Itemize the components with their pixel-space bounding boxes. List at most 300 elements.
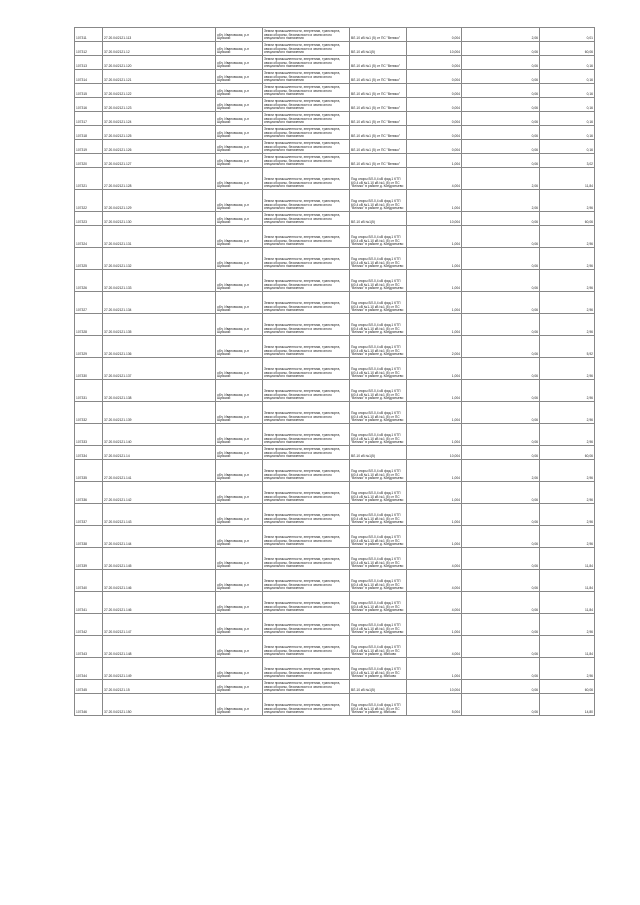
row-id-cell: 107337 (75, 504, 103, 526)
description-cell: ВЛ-10 кВ №1 (5) от ПС "Велико" (350, 126, 407, 140)
land-category-cell: Земли промышленности, энергетики, транспорта, связи обороны, безопасности и земли иного специального назначения (263, 570, 350, 592)
cadastral-number-cell: 37.20.04/2121.130 (103, 212, 216, 226)
sum-cell: 2,96 (540, 424, 595, 446)
quantity-cell: 10,004 (407, 446, 462, 460)
description-cell: ВЛ-10 кВ №1(5) (350, 42, 407, 56)
row-id-cell: 107313 (75, 56, 103, 70)
sum-cell: 2,96 (540, 292, 595, 314)
description-cell: Под опоры ВЛ-0,4 кВ фид.1 КТП 6/0,4 кВ №1-10 кВ №1 (5) от ПС "Велико" в районе д. Мягково (350, 694, 407, 716)
row-id-cell: 107344 (75, 658, 103, 680)
description-cell: Под опоры ВЛ-0,4 кВ фид.1 КТП 6/0,4 кВ №1-10 кВ №1 (5) от ПС "Велико" в районе д. Кондратьево (350, 270, 407, 292)
description-cell: ВЛ-10 кВ №1 (5) от ПС "Велико" (350, 84, 407, 98)
quantity-cell: 1,004 (407, 614, 462, 636)
sum-cell: 60,06 (540, 680, 595, 694)
sum-cell: 2,96 (540, 504, 595, 526)
price-cell: 0,06 (462, 314, 540, 336)
price-cell: 0,06 (462, 292, 540, 314)
price-cell: 0,06 (462, 526, 540, 548)
cadastral-number-cell: 37.20.04/2121.146 (103, 570, 216, 592)
table-row (75, 680, 595, 694)
table-row (75, 42, 595, 56)
quantity-cell: 1,004 (407, 402, 462, 424)
quantity-cell: 2,004 (407, 336, 462, 358)
land-category-cell: Земли промышленности, энергетики, транспорта, связи обороны, безопасности и земли иного специального назначения (263, 482, 350, 504)
location-cell: обл. Ивановская, р-н Шуйский (216, 402, 263, 424)
table-row (75, 504, 595, 526)
location-cell: обл. Ивановская, р-н Шуйский (216, 248, 263, 270)
sum-cell: 2,96 (540, 358, 595, 380)
cadastral-number-cell: 37.20.04/2121.121 (103, 70, 216, 84)
land-category-cell: Земли промышленности, энергетики, транспорта, связи обороны, безопасности и земли иного специального назначения (263, 168, 350, 190)
table-row (75, 460, 595, 482)
table-row (75, 526, 595, 548)
quantity-cell: 1,004 (407, 658, 462, 680)
land-category-cell: Земли промышленности, энергетики, транспорта, связи обороны, безопасности и земли иного специального назначения (263, 424, 350, 446)
location-cell: обл. Ивановская, р-н Шуйский (216, 56, 263, 70)
location-cell: обл. Ивановская, р-н Шуйский (216, 680, 263, 694)
cadastral-number-cell: 27.20.04/2121.141 (103, 460, 216, 482)
cadastral-number-cell: 37.20.04/2121.15 (103, 680, 216, 694)
sum-cell: 2,96 (540, 314, 595, 336)
cadastral-number-cell: 37.20.04/2121.137 (103, 358, 216, 380)
description-cell: Под опоры ВЛ-0,4 кВ фид.1 КТП 6/0,4 кВ №1-10 кВ №1 (5) от ПС "Велико" в районе д. Кондратьево (350, 548, 407, 570)
table-row (75, 226, 595, 248)
table-row (75, 446, 595, 460)
row-id-cell: 107332 (75, 402, 103, 424)
cadastral-number-cell: 37.20.04/2121.148 (103, 636, 216, 658)
sum-cell: 2,96 (540, 226, 595, 248)
land-category-cell: Земли промышленности, энергетики, транспорта, связи обороны, безопасности и земли иного специального назначения (263, 314, 350, 336)
row-id-cell: 107326 (75, 270, 103, 292)
location-cell: обл. Ивановская, р-н Шуйский (216, 614, 263, 636)
price-cell: 2,06 (462, 168, 540, 190)
sum-cell: 11,84 (540, 636, 595, 658)
land-category-cell: Земли промышленности, энергетики, транспорта, связи обороны, безопасности и земли иного специального назначения (263, 446, 350, 460)
quantity-cell: 1,004 (407, 190, 462, 212)
table-row (75, 314, 595, 336)
row-id-cell: 107338 (75, 526, 103, 548)
sum-cell: 2,96 (540, 460, 595, 482)
row-id-cell: 107318 (75, 126, 103, 140)
land-category-cell: Земли промышленности, энергетики, транспорта, связи обороны, безопасности и земли иного специального назначения (263, 112, 350, 126)
row-id-cell: 107342 (75, 614, 103, 636)
row-id-cell: 107322 (75, 190, 103, 212)
location-cell: обл. Ивановская, р-н Шуйский (216, 636, 263, 658)
land-category-cell: Земли промышленности, энергетики, транспорта, связи обороны, безопасности и земли иного специального назначения (263, 226, 350, 248)
description-cell: ВЛ-10 кВ №1(5) (350, 212, 407, 226)
description-cell: Под опоры ВЛ-0,4 кВ фид.1 КТП 6/0,4 кВ №1-10 кВ №1 (5) от ПС "Велико" в районе д. Кондратьево (350, 460, 407, 482)
cadastral-number-cell: 37.20.04/2121.120 (103, 56, 216, 70)
description-cell: ВЛ-10 кВ №1 (5) от ПС "Велико" (350, 56, 407, 70)
land-category-cell: Земли промышленности, энергетики, транспорта, связи обороны, безопасности и земли иного специального назначения (263, 636, 350, 658)
land-category-cell: Земли промышленности, энергетики, транспорта, связи обороны, безопасности и земли иного специального назначения (263, 526, 350, 548)
description-cell: ВЛ-10 кВ №1 (5) от ПС "Велико" (350, 98, 407, 112)
land-category-cell: Земли промышленности, энергетики, транспорта, связи обороны, безопасности и земли иного специального назначения (263, 358, 350, 380)
cadastral-number-cell: 37.20.04/2121.131 (103, 226, 216, 248)
sum-cell: 0,16 (540, 112, 595, 126)
sum-cell: 2,96 (540, 190, 595, 212)
row-id-cell: 107321 (75, 168, 103, 190)
row-id-cell: 107316 (75, 98, 103, 112)
land-category-cell: Земли промышленности, энергетики, транспорта, связи обороны, безопасности и земли иного специального назначения (263, 212, 350, 226)
land-category-cell: Земли промышленности, энергетики, транспорта, связи обороны, безопасности и земли иного специального назначения (263, 460, 350, 482)
description-cell: Под опоры ВЛ-0,4 кВ фид.1 КТП 6/0,4 кВ №1-10 кВ №1 (5) от ПС "Велико" в районе д. Кондратьево (350, 380, 407, 402)
row-id-cell: 107343 (75, 636, 103, 658)
location-cell: обл. Ивановская, р-н Шуйский (216, 504, 263, 526)
price-cell: 0,06 (462, 614, 540, 636)
sum-cell: 2,96 (540, 658, 595, 680)
price-cell: 0,06 (462, 446, 540, 460)
cadastral-number-cell: 37.20.04/2121.147 (103, 614, 216, 636)
price-cell: 0,06 (462, 56, 540, 70)
row-id-cell: 107329 (75, 336, 103, 358)
row-id-cell: 107341 (75, 592, 103, 614)
quantity-cell: 1,004 (407, 226, 462, 248)
row-id-cell: 107320 (75, 154, 103, 168)
location-cell: обл. Ивановская, р-н Шуйский (216, 358, 263, 380)
row-id-cell: 107340 (75, 570, 103, 592)
cadastral-number-cell: 37.20.04/2121.144 (103, 526, 216, 548)
cadastral-number-cell: 37.20.04/2121.123 (103, 98, 216, 112)
quantity-cell: 1,004 (407, 460, 462, 482)
quantity-cell: 0,004 (407, 112, 462, 126)
location-cell: обл. Ивановская, р-н Шуйский (216, 336, 263, 358)
price-cell: 0,06 (462, 140, 540, 154)
land-category-cell: Земли промышленности, энергетики, транспорта, связи обороны, безопасности и земли иного специального назначения (263, 592, 350, 614)
land-plots-table (74, 27, 595, 716)
description-cell: Под опоры ВЛ-0,4 кВ фид.1 КТП 6/0,4 кВ №1-10 кВ №1 (5) от ПС "Велико" в районе д. Кондратьево (350, 402, 407, 424)
quantity-cell: 10,004 (407, 680, 462, 694)
quantity-cell: 1,004 (407, 292, 462, 314)
table-row (75, 154, 595, 168)
location-cell: обл. Ивановская, р-н Шуйский (216, 226, 263, 248)
sum-cell: 0,16 (540, 84, 595, 98)
cadastral-number-cell: 27.20.04/2121.128 (103, 168, 216, 190)
sum-cell: 0,16 (540, 98, 595, 112)
location-cell: обл. Ивановская, р-н Шуйский (216, 658, 263, 680)
price-cell: 0,06 (462, 570, 540, 592)
quantity-cell: 0,004 (407, 70, 462, 84)
quantity-cell: 1,004 (407, 424, 462, 446)
description-cell: ВЛ-10 кВ №1 (5) от ПС "Велико" (350, 112, 407, 126)
table-row (75, 126, 595, 140)
sum-cell: 11,84 (540, 592, 595, 614)
description-cell: Под опоры ВЛ-0,4 кВ фид.1 КТП 6/0,4 кВ №1-10 кВ №1 (5) от ПС "Велико" в районе д. Кондратьево (350, 248, 407, 270)
row-id-cell: 107325 (75, 248, 103, 270)
table-row (75, 694, 595, 716)
sum-cell: 2,96 (540, 270, 595, 292)
row-id-cell: 107315 (75, 84, 103, 98)
location-cell: обл. Ивановская, р-н Шуйский (216, 460, 263, 482)
price-cell: 0,06 (462, 548, 540, 570)
sum-cell: 60,06 (540, 446, 595, 460)
quantity-cell: 1,004 (407, 314, 462, 336)
sum-cell: 0,16 (540, 140, 595, 154)
cadastral-number-cell: 37.20.04/2121.122 (103, 84, 216, 98)
location-cell: обл. Ивановская, р-н Шуйский (216, 84, 263, 98)
land-category-cell: Земли промышленности, энергетики, транспорта, связи обороны, безопасности и земли иного специального назначения (263, 658, 350, 680)
price-cell: 0,06 (462, 592, 540, 614)
quantity-cell: 10,004 (407, 212, 462, 226)
price-cell: 2,06 (462, 28, 540, 42)
location-cell: обл. Ивановская, р-н Шуйский (216, 270, 263, 292)
description-cell: Под опоры ВЛ-0,4 кВ фид.1 КТП 6/0,4 кВ №1-10 кВ №1 (5) от ПС "Велико" в районе д. Кондратьево (350, 592, 407, 614)
table-row (75, 112, 595, 126)
land-category-cell: Земли промышленности, энергетики, транспорта, связи обороны, безопасности и земли иного специального назначения (263, 42, 350, 56)
row-id-cell: 107346 (75, 694, 103, 716)
description-cell: ВЛ-10 кВ №1 (5) от ПС "Велико" (350, 28, 407, 42)
description-cell: Под опоры ВЛ-0,4 кВ фид.1 КТП 6/0,4 кВ №1-10 кВ №1 (5) от ПС "Велико" в районе д. Кондратьево (350, 314, 407, 336)
price-cell: 0,06 (462, 380, 540, 402)
quantity-cell: 10,004 (407, 42, 462, 56)
land-category-cell: Земли промышленности, энергетики, транспорта, связи обороны, безопасности и земли иного специального назначения (263, 56, 350, 70)
location-cell: обл. Ивановская, р-н Шуйский (216, 70, 263, 84)
price-cell: 0,06 (462, 42, 540, 56)
description-cell: ВЛ-10 кВ №1 (5) от ПС "Велико" (350, 70, 407, 84)
land-category-cell: Земли промышленности, энергетики, транспорта, связи обороны, безопасности и земли иного специального назначения (263, 248, 350, 270)
description-cell: Под опоры ВЛ-0,4 кВ фид.1 КТП 6/0,4 кВ №1-10 кВ №1 (5) от ПС "Велико" в районе д. Кондратьево (350, 336, 407, 358)
land-category-cell: Земли промышленности, энергетики, транспорта, связи обороны, безопасности и земли иного специального назначения (263, 98, 350, 112)
location-cell: обл. Ивановская, р-н Шуйский (216, 570, 263, 592)
row-id-cell: 107334 (75, 446, 103, 460)
table-row (75, 270, 595, 292)
cadastral-number-cell: 37.20.04/2121.129 (103, 190, 216, 212)
cadastral-number-cell: 27.20.04/2121.142 (103, 482, 216, 504)
quantity-cell: 0,004 (407, 28, 462, 42)
land-category-cell: Земли промышленности, энергетики, транспорта, связи обороны, безопасности и земли иного специального назначения (263, 126, 350, 140)
quantity-cell: 0,004 (407, 98, 462, 112)
table-row (75, 482, 595, 504)
row-id-cell: 107319 (75, 140, 103, 154)
cadastral-number-cell: 37.20.04/2121.124 (103, 112, 216, 126)
table-row (75, 168, 595, 190)
quantity-cell: 1,004 (407, 380, 462, 402)
table-row (75, 636, 595, 658)
table-row (75, 358, 595, 380)
price-cell: 0,06 (462, 112, 540, 126)
sum-cell: 0,16 (540, 70, 595, 84)
row-id-cell: 107323 (75, 212, 103, 226)
quantity-cell: 4,004 (407, 548, 462, 570)
sum-cell: 11,84 (540, 570, 595, 592)
row-id-cell: 107331 (75, 380, 103, 402)
table-body (75, 28, 595, 716)
description-cell: ВЛ-10 кВ №1(5) (350, 680, 407, 694)
cadastral-number-cell: 37.20.04/2121.132 (103, 248, 216, 270)
table-row (75, 402, 595, 424)
land-category-cell: Земли промышленности, энергетики, транспорта, связи обороны, безопасности и земли иного специального назначения (263, 270, 350, 292)
description-cell: Под опоры ВЛ-0,4 кВ фид.1 КТП 6/0,4 кВ №1-10 кВ №1 (5) от ПС "Велико" в районе д. Кондратьево (350, 292, 407, 314)
land-category-cell: Земли промышленности, энергетики, транспорта, связи обороны, безопасности и земли иного специального назначения (263, 694, 350, 716)
price-cell: 0,06 (462, 424, 540, 446)
price-cell: 0,06 (462, 226, 540, 248)
table-row (75, 292, 595, 314)
location-cell: обл. Ивановская, р-н Шуйский (216, 140, 263, 154)
description-cell: Под опоры ВЛ-0,4 кВ фид.1 КТП 6/0,4 кВ №1-10 кВ №1 (5) от ПС "Велико" в районе д. Кондратьево (350, 504, 407, 526)
land-category-cell: Земли промышленности, энергетики, транспорта, связи обороны, безопасности и земли иного специального назначения (263, 292, 350, 314)
description-cell: Под опоры ВЛ-0,4 кВ фид.1 КТП 6/0,4 кВ №1-10 кВ №1 (5) от ПС "Велико" в районе д. Мягково (350, 636, 407, 658)
sum-cell: 2,96 (540, 526, 595, 548)
land-category-cell: Земли промышленности, энергетики, транспорта, связи обороны, безопасности и земли иного специального назначения (263, 140, 350, 154)
cadastral-number-cell: 37.20.04/2121.143 (103, 504, 216, 526)
cadastral-number-cell: 37.20.04/2121.139 (103, 402, 216, 424)
price-cell: 0,06 (462, 248, 540, 270)
quantity-cell: 0,004 (407, 84, 462, 98)
row-id-cell: 107328 (75, 314, 103, 336)
price-cell: 0,06 (462, 70, 540, 84)
price-cell: 0,06 (462, 680, 540, 694)
cadastral-number-cell: 27.20.04/2121.113 (103, 28, 216, 42)
description-cell: Под опоры ВЛ-0,4 кВ фид.1 КТП 6/0,4 кВ №1-10 кВ №1 (5) от ПС "Велико" в районе д. Кондратьево (350, 570, 407, 592)
price-cell: 0,06 (462, 126, 540, 140)
sum-cell: 0,01 (540, 28, 595, 42)
location-cell: обл. Ивановская, р-н Шуйский (216, 154, 263, 168)
row-id-cell: 107314 (75, 70, 103, 84)
row-id-cell: 107312 (75, 42, 103, 56)
price-cell: 0,06 (462, 154, 540, 168)
land-category-cell: Земли промышленности, энергетики, транспорта, связи обороны, безопасности и земли иного специального назначения (263, 380, 350, 402)
location-cell: обл. Ивановская, р-н Шуйский (216, 380, 263, 402)
cadastral-number-cell: 37.20.04/2121.140 (103, 424, 216, 446)
quantity-cell: 4,004 (407, 168, 462, 190)
description-cell: Под опоры ВЛ-0,4 кВ фид.1 КТП 6/0,4 кВ №1-10 кВ №1 (5) от ПС "Велико" в районе д. Кондратьево (350, 168, 407, 190)
cadastral-number-cell: 37.20.04/2121.126 (103, 140, 216, 154)
price-cell: 0,06 (462, 482, 540, 504)
location-cell: обл. Ивановская, р-н Шуйский (216, 592, 263, 614)
table-row (75, 424, 595, 446)
row-id-cell: 107317 (75, 112, 103, 126)
land-category-cell: Земли промышленности, энергетики, транспорта, связи обороны, безопасности и земли иного специального назначения (263, 70, 350, 84)
land-category-cell: Земли промышленности, энергетики, транспорта, связи обороны, безопасности и земли иного специального назначения (263, 190, 350, 212)
cadastral-number-cell: 37.20.04/2121.138 (103, 380, 216, 402)
description-cell: Под опоры ВЛ-0,4 кВ фид.1 КТП 6/0,4 кВ №1-10 кВ №1 (5) от ПС "Велико" в районе д. Кондратьево (350, 482, 407, 504)
land-category-cell: Земли промышленности, энергетики, транспорта, связи обороны, безопасности и земли иного специального назначения (263, 548, 350, 570)
table-row (75, 380, 595, 402)
price-cell: 0,06 (462, 402, 540, 424)
quantity-cell: 4,004 (407, 592, 462, 614)
price-cell: 0,06 (462, 694, 540, 716)
description-cell: Под опоры ВЛ-0,4 кВ фид.1 КТП 6/0,4 кВ №1-10 кВ №1 (5) от ПС "Велико" в районе д. Кондратьево (350, 526, 407, 548)
table-row (75, 592, 595, 614)
row-id-cell: 107345 (75, 680, 103, 694)
price-cell: 0,06 (462, 504, 540, 526)
table-row (75, 336, 595, 358)
row-id-cell: 107335 (75, 460, 103, 482)
sum-cell: 2,96 (540, 380, 595, 402)
quantity-cell: 1,004 (407, 248, 462, 270)
price-cell: 2,06 (462, 190, 540, 212)
quantity-cell: 1,004 (407, 154, 462, 168)
cadastral-number-cell: 37.20.04/2121.12 (103, 42, 216, 56)
price-cell: 0,06 (462, 358, 540, 380)
sum-cell: 5,92 (540, 336, 595, 358)
sum-cell: 2,96 (540, 248, 595, 270)
table-row (75, 98, 595, 112)
cadastral-number-cell: 37.20.04/2121.125 (103, 126, 216, 140)
cadastral-number-cell: 27.20.04/2121.134 (103, 292, 216, 314)
row-id-cell: 107311 (75, 28, 103, 42)
sum-cell: 0,16 (540, 126, 595, 140)
quantity-cell: 0,004 (407, 140, 462, 154)
table-row (75, 658, 595, 680)
quantity-cell: 1,004 (407, 270, 462, 292)
price-cell: 0,06 (462, 84, 540, 98)
price-cell: 0,06 (462, 336, 540, 358)
location-cell: обл. Ивановская, р-н Шуйский (216, 126, 263, 140)
price-cell: 0,06 (462, 658, 540, 680)
quantity-cell: 4,004 (407, 636, 462, 658)
land-category-cell: Земли промышленности, энергетики, транспорта, связи обороны, безопасности и земли иного специального назначения (263, 336, 350, 358)
row-id-cell: 107324 (75, 226, 103, 248)
location-cell: обл. Ивановская, р-н Шуйский (216, 314, 263, 336)
location-cell: обл. Ивановская, р-н Шуйский (216, 190, 263, 212)
land-category-cell: Земли промышленности, энергетики, транспорта, связи обороны, безопасности и земли иного специального назначения (263, 504, 350, 526)
cadastral-number-cell: 37.20.04/2121.127 (103, 154, 216, 168)
cadastral-number-cell: 27.20.04/2121.146 (103, 592, 216, 614)
price-cell: 0,06 (462, 636, 540, 658)
price-cell: 0,06 (462, 98, 540, 112)
description-cell: Под опоры ВЛ-0,4 кВ фид.1 КТП 6/0,4 кВ №1-10 кВ №1 (5) от ПС "Велико" в районе д. Кондратьево (350, 358, 407, 380)
description-cell: ВЛ-10 кВ №1 (5) от ПС "Велико" (350, 154, 407, 168)
cadastral-number-cell: 37.20.04/2121.133 (103, 270, 216, 292)
location-cell: обл. Ивановская, р-н Шуйский (216, 42, 263, 56)
location-cell: обл. Ивановская, р-н Шуйский (216, 168, 263, 190)
table-row (75, 56, 595, 70)
location-cell: обл. Ивановская, р-н Шуйский (216, 482, 263, 504)
description-cell: Под опоры ВЛ-0,4 кВ фид.1 КТП 6/0,4 кВ №1-10 кВ №1 (5) от ПС "Велико" в районе д. Кондратьево (350, 190, 407, 212)
land-category-cell: Земли промышленности, энергетики, транспорта, связи обороны, безопасности и земли иного специального назначения (263, 614, 350, 636)
location-cell: обл. Ивановская, р-н Шуйский (216, 548, 263, 570)
table-row (75, 614, 595, 636)
cadastral-number-cell: 37.20.04/2121.145 (103, 548, 216, 570)
sum-cell: 14,80 (540, 694, 595, 716)
location-cell: обл. Ивановская, р-н Шуйский (216, 694, 263, 716)
sum-cell: 11,84 (540, 548, 595, 570)
sum-cell: 2,96 (540, 614, 595, 636)
land-category-cell: Земли промышленности, энергетики, транспорта, связи обороны, безопасности и земли иного специального назначения (263, 84, 350, 98)
table-row (75, 28, 595, 42)
cadastral-number-cell: 37.20.04/2121.136 (103, 336, 216, 358)
description-cell: ВЛ-10 кВ №1(5) (350, 446, 407, 460)
table-row (75, 548, 595, 570)
location-cell: обл. Ивановская, р-н Шуйский (216, 446, 263, 460)
quantity-cell: 1,004 (407, 482, 462, 504)
sum-cell: 2,96 (540, 482, 595, 504)
land-category-cell: Земли промышленности, энергетики, транспорта, связи обороны, безопасности и земли иного специального назначения (263, 154, 350, 168)
quantity-cell: 0,004 (407, 126, 462, 140)
table-row (75, 212, 595, 226)
price-cell: 0,06 (462, 212, 540, 226)
table-row (75, 84, 595, 98)
quantity-cell: 5,004 (407, 694, 462, 716)
location-cell: обл. Ивановская, р-н Шуйский (216, 292, 263, 314)
location-cell: обл. Ивановская, р-н Шуйский (216, 98, 263, 112)
cadastral-number-cell: 37.20.04/2121.135 (103, 314, 216, 336)
land-category-cell: Земли промышленности, энергетики, транспорта, связи обороны, безопасности и земли иного специального назначения (263, 680, 350, 694)
location-cell: обл. Ивановская, р-н Шуйский (216, 28, 263, 42)
location-cell: обл. Ивановская, р-н Шуйский (216, 212, 263, 226)
table-row (75, 570, 595, 592)
land-category-cell: Земли промышленности, энергетики, транспорта, связи обороны, безопасности и земли иного специального назначения (263, 402, 350, 424)
quantity-cell: 1,004 (407, 358, 462, 380)
price-cell: 2,06 (462, 460, 540, 482)
row-id-cell: 107327 (75, 292, 103, 314)
quantity-cell: 0,004 (407, 56, 462, 70)
table-row (75, 70, 595, 84)
quantity-cell: 4,004 (407, 570, 462, 592)
row-id-cell: 107336 (75, 482, 103, 504)
table-row (75, 190, 595, 212)
